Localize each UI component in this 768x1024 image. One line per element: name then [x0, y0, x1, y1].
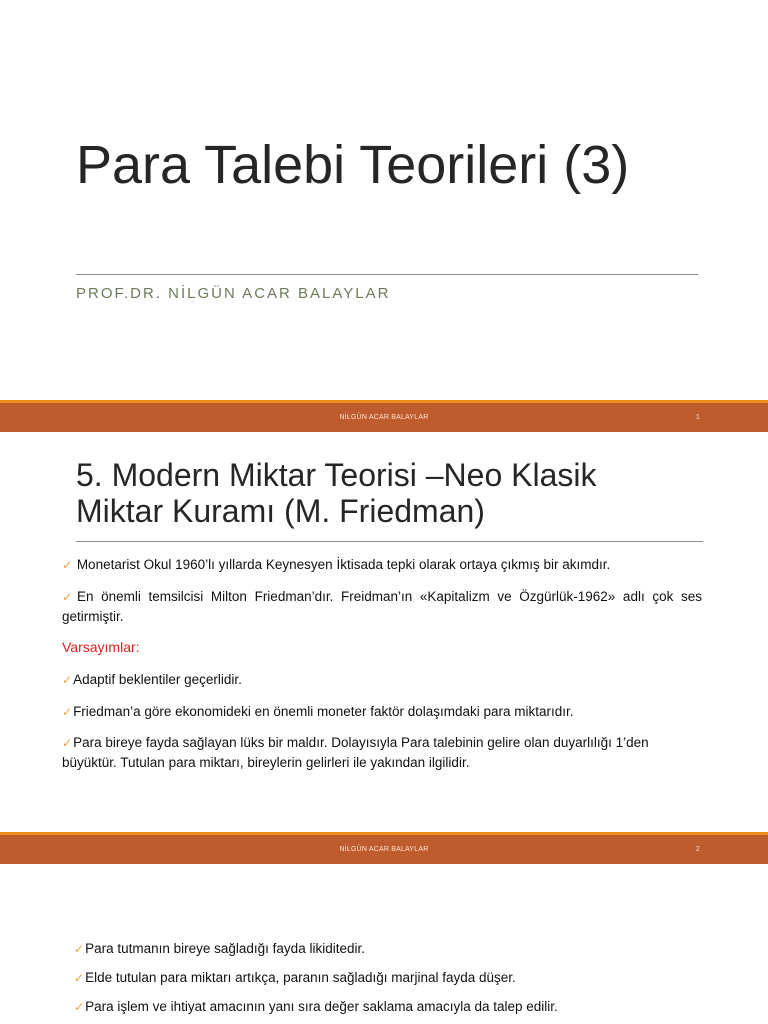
slide-title	[76, 458, 716, 530]
slide-subtitle: PROF.DR. NİLGÜN ACAR BALAYLAR	[76, 285, 391, 302]
checkmark-icon: ✓	[62, 705, 73, 719]
title-divider	[76, 274, 698, 275]
footer-author: NİLGÜN ACAR BALAYLAR	[339, 846, 429, 853]
assumptions-heading: Varsayımlar:	[62, 639, 140, 655]
bullet-text: Para işlem ve ihtiyat amacının yanı sıra değer saklama amacıyla da talep edilir.	[85, 999, 558, 1014]
footer-author: NİLGÜN ACAR BALAYLAR	[339, 414, 429, 421]
slide-2	[0, 432, 768, 832]
bullet-item	[62, 670, 702, 690]
slide-footer-1	[0, 400, 768, 432]
bullet-text: Monetarist Okul 1960’lı yıllarda Keynesyen İktisada tepki olarak ortaya çıkmış bir akımdır.	[73, 557, 611, 572]
slide-1	[0, 0, 768, 400]
footer-page-number: 1	[695, 414, 700, 421]
slide-3	[0, 864, 768, 1024]
footer-page-number: 2	[695, 846, 700, 853]
bullet-item	[62, 702, 702, 722]
bullet-text: En önemli temsilcisi Milton Friedman’dır. Freidman’ın «Kapitalizm ve Özgürlük-1962» adlı çok ses getirmiştir.	[62, 589, 702, 624]
bullet-item	[62, 733, 702, 773]
bullet-text: Para bireye fayda sağlayan lüks bir maldır. Dolayısıyla Para talebinin gelire olan duyarlılığı 1’den büyüktür. Tutulan para miktarı, bireylerin gelirleri ile yakından ilgilidir.	[62, 735, 649, 770]
checkmark-icon: ✓	[62, 736, 73, 750]
bullet-text: Friedman’a göre ekonomideki en önemli moneter faktör dolaşımdaki para miktarıdır.	[73, 704, 574, 719]
bullet-item	[62, 555, 702, 575]
checkmark-icon: ✓	[74, 971, 85, 985]
checkmark-icon: ✓	[74, 1000, 85, 1014]
slide-title: Para Talebi Teorileri (3)	[76, 135, 630, 195]
checkmark-icon: ✓	[74, 942, 85, 956]
title-divider	[76, 541, 703, 542]
slide-footer-2	[0, 832, 768, 864]
checkmark-icon: ✓	[62, 558, 73, 572]
bullet-text: Elde tutulan para miktarı artıkça, paranın sağladığı marjinal fayda düşer.	[85, 970, 516, 985]
bullet-item	[62, 587, 702, 627]
bullet-item	[74, 968, 714, 988]
checkmark-icon: ✓	[62, 673, 73, 687]
bullet-text: Para tutmanın bireye sağladığı fayda likiditedir.	[85, 941, 365, 956]
bullet-text: Adaptif beklentiler geçerlidir.	[73, 672, 242, 687]
title-line: Miktar Kuramı (M. Friedman)	[76, 492, 485, 529]
bullet-item	[74, 939, 714, 959]
bullet-item	[74, 997, 714, 1017]
title-line: 5. Modern Miktar Teorisi –Neo Klasik	[76, 457, 597, 493]
checkmark-icon: ✓	[62, 590, 76, 604]
